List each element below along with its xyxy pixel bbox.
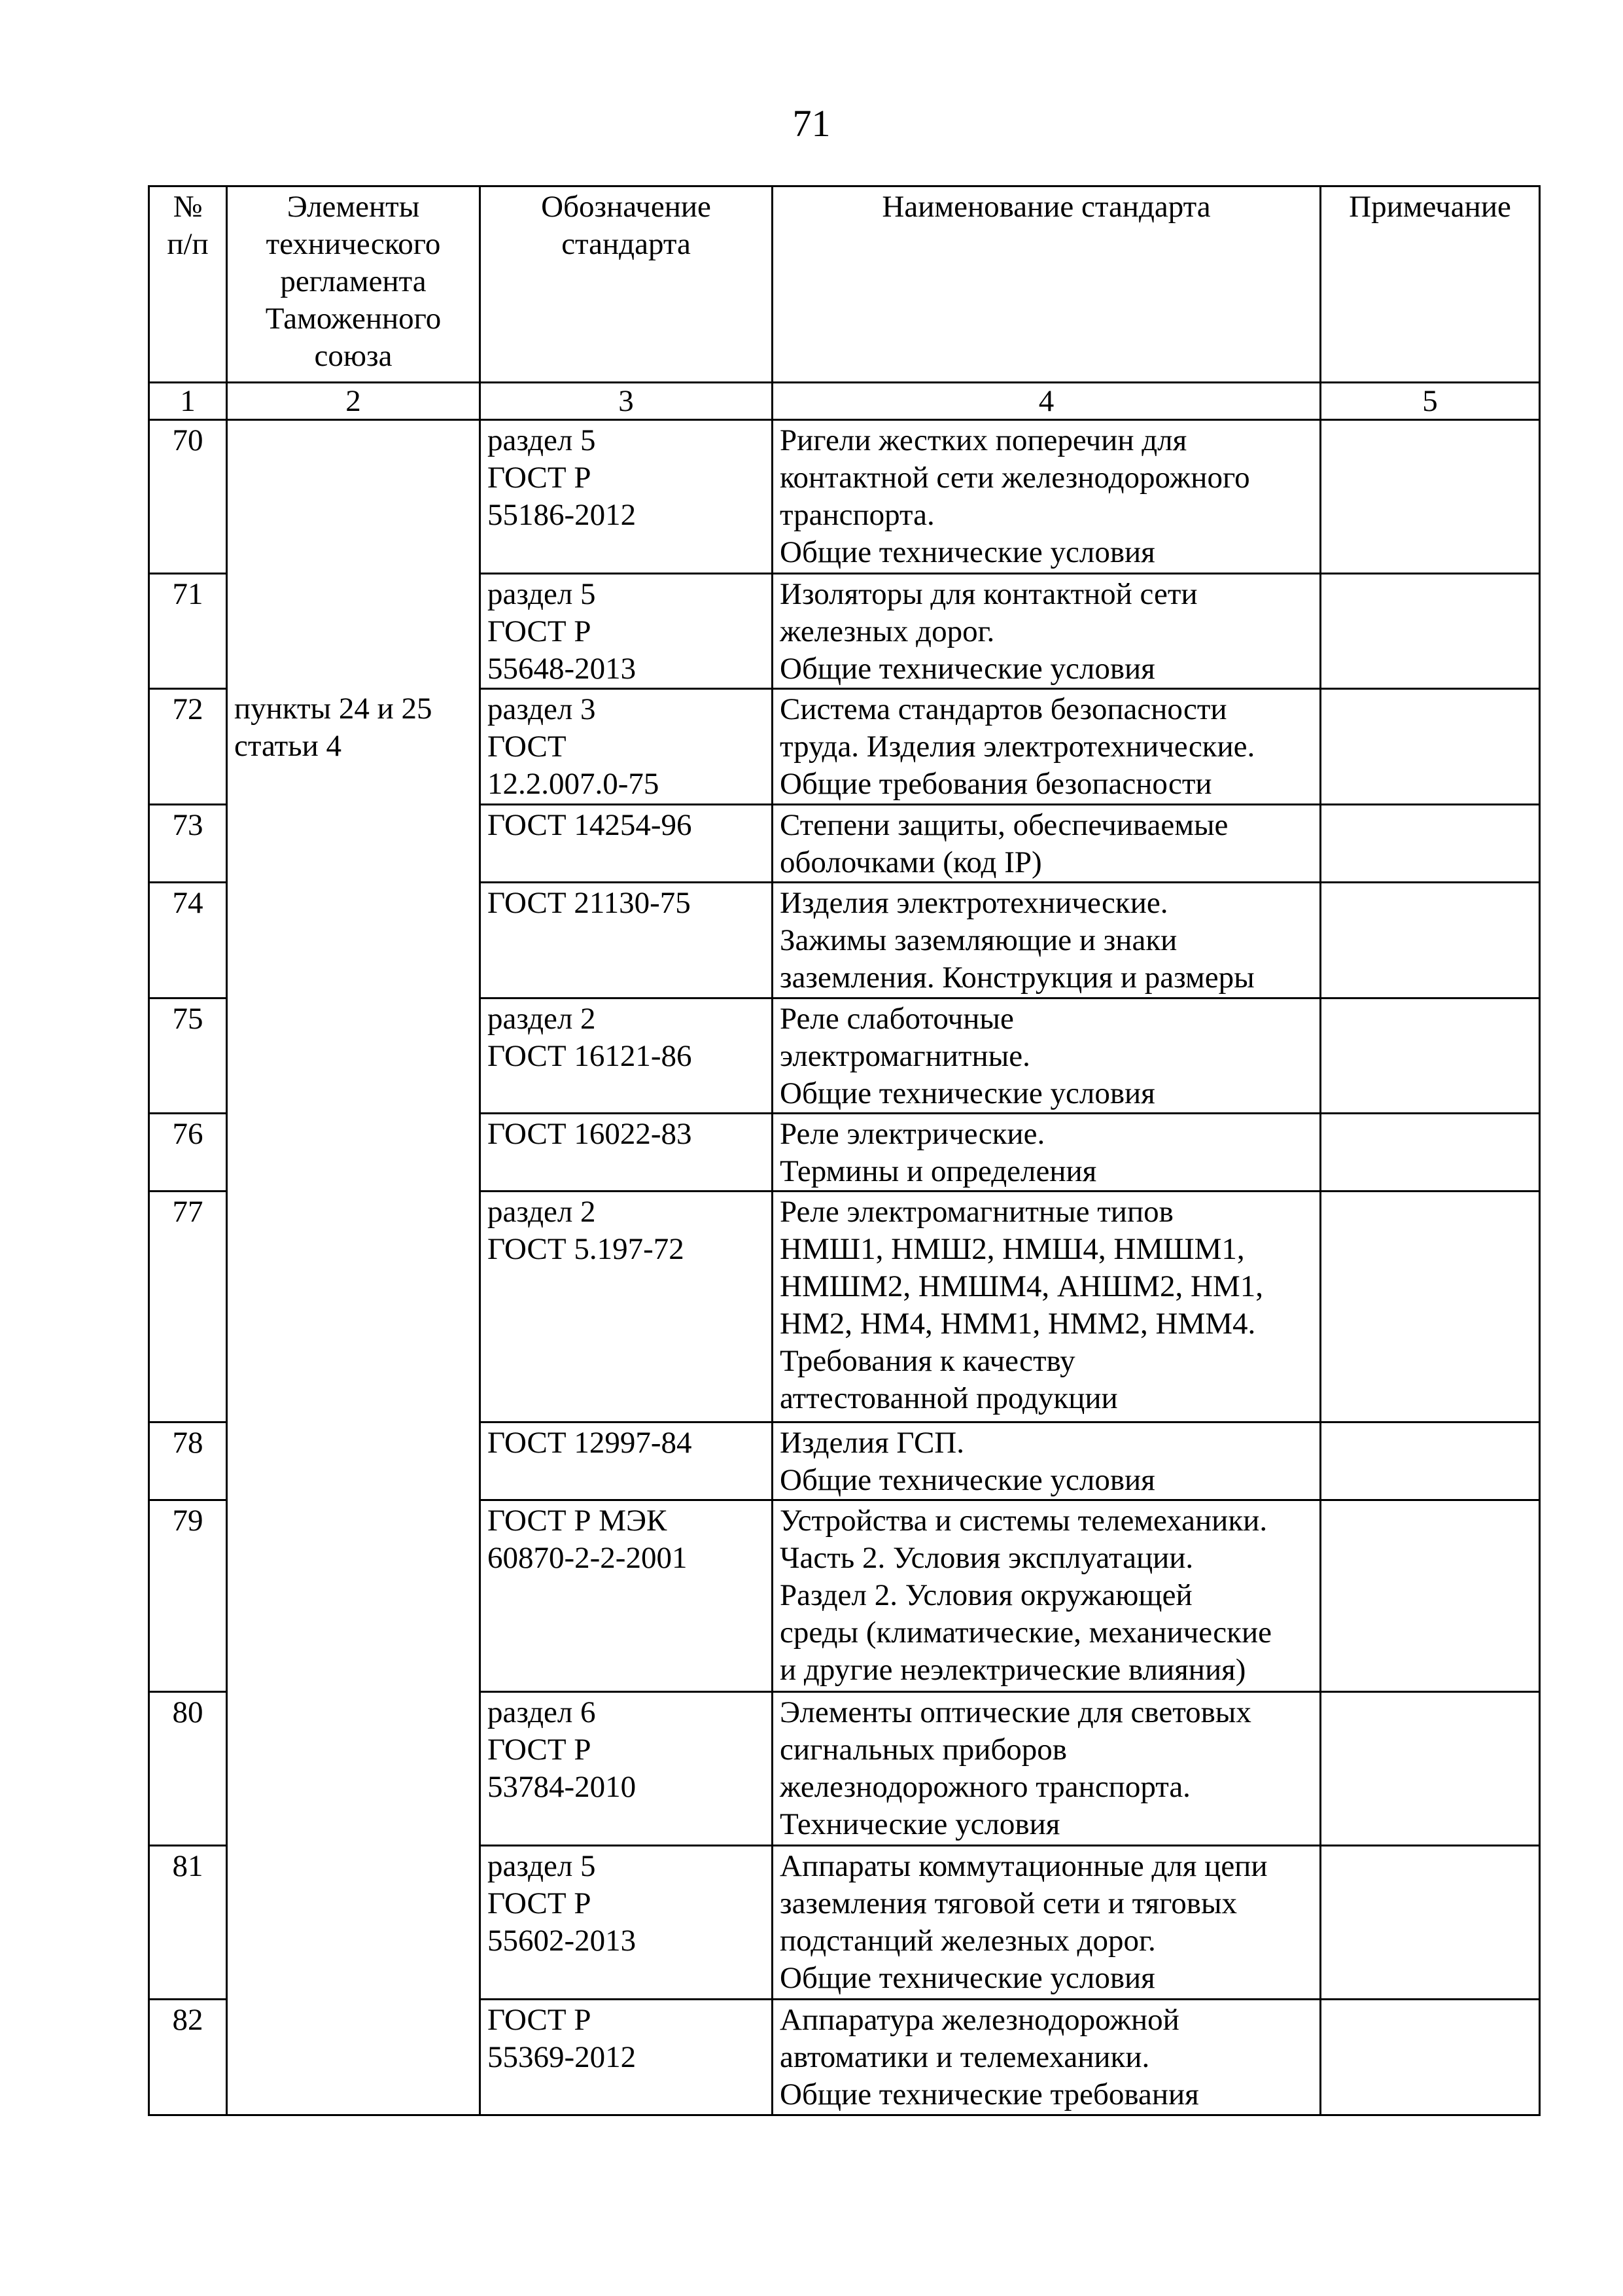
row-designation: раздел 6 ГОСТ Р 53784-2010 (480, 1692, 773, 1846)
row-note (1321, 1500, 1540, 1692)
header-elements: Элементы технического регламента Таможенного союза (227, 186, 480, 383)
row-standard-name: Аппараты коммутационные для цепи заземления тяговой сети и тяговых подстанций железных дорог. Общие технические условия (773, 1846, 1321, 2000)
row-number: 72 (149, 689, 227, 805)
row-designation: раздел 5 ГОСТ Р 55602-2013 (480, 1846, 773, 2000)
row-standard-name: Система стандартов безопасности труда. Изделия электротехнические. Общие требования безопасности (773, 689, 1321, 805)
row-element-empty (227, 420, 480, 689)
row-number: 79 (149, 1500, 227, 1692)
column-number-1: 1 (149, 383, 227, 420)
row-designation: раздел 3 ГОСТ 12.2.007.0-75 (480, 689, 773, 805)
row-number: 74 (149, 883, 227, 998)
row-standard-name: Изделия электротехнические. Зажимы заземляющие и знаки заземления. Конструкция и размеры (773, 883, 1321, 998)
column-number-4: 4 (773, 383, 1321, 420)
row-number: 73 (149, 805, 227, 883)
column-number-3: 3 (480, 383, 773, 420)
header-standard-name: Наименование стандарта (773, 186, 1321, 383)
row-number: 71 (149, 574, 227, 689)
header-number: № п/п (149, 186, 227, 383)
row-designation: раздел 5 ГОСТ Р 55648-2013 (480, 574, 773, 689)
row-standard-name: Степени защиты, обеспечиваемые оболочками (код IP) (773, 805, 1321, 883)
row-designation: ГОСТ Р 55369-2012 (480, 2000, 773, 2115)
row-standard-name: Элементы оптические для световых сигнальных приборов железнодорожного транспорта. Технические условия (773, 1692, 1321, 1846)
row-note (1321, 998, 1540, 1114)
row-note (1321, 1114, 1540, 1192)
row-number: 80 (149, 1692, 227, 1846)
row-designation: ГОСТ 12997-84 (480, 1422, 773, 1500)
table-row (149, 689, 1540, 805)
row-designation: раздел 2 ГОСТ 16121-86 (480, 998, 773, 1114)
column-number-2: 2 (227, 383, 480, 420)
row-designation: ГОСТ 21130-75 (480, 883, 773, 998)
row-designation: раздел 5 ГОСТ Р 55186-2012 (480, 420, 773, 574)
row-element-group: пункты 24 и 25 статьи 4 (227, 689, 480, 2115)
header-note: Примечание (1321, 186, 1540, 383)
row-number: 70 (149, 420, 227, 574)
column-number-5: 5 (1321, 383, 1540, 420)
row-designation: раздел 2 ГОСТ 5.197-72 (480, 1192, 773, 1422)
row-note (1321, 574, 1540, 689)
row-number: 81 (149, 1846, 227, 2000)
row-note (1321, 420, 1540, 574)
row-note (1321, 1692, 1540, 1846)
row-standard-name: Реле слаботочные электромагнитные. Общие технические условия (773, 998, 1321, 1114)
row-number: 76 (149, 1114, 227, 1192)
row-number: 77 (149, 1192, 227, 1422)
row-standard-name: Изоляторы для контактной сети железных дорог. Общие технические условия (773, 574, 1321, 689)
row-standard-name: Ригели жестких поперечин для контактной сети железнодорожного транспорта. Общие технические условия (773, 420, 1321, 574)
table-header-row (149, 186, 1540, 383)
row-note (1321, 689, 1540, 805)
row-note (1321, 1192, 1540, 1422)
row-note (1321, 1422, 1540, 1500)
row-number: 82 (149, 2000, 227, 2115)
standards-table (148, 185, 1541, 2116)
row-designation: ГОСТ Р МЭК 60870-2-2-2001 (480, 1500, 773, 1692)
row-note (1321, 2000, 1540, 2115)
column-numbers-row (149, 383, 1540, 420)
row-standard-name: Аппаратура железнодорожной автоматики и телемеханики. Общие технические требования (773, 2000, 1321, 2115)
row-note (1321, 1846, 1540, 2000)
table-row (149, 420, 1540, 574)
row-designation: ГОСТ 14254-96 (480, 805, 773, 883)
row-standard-name: Реле электрические. Термины и определения (773, 1114, 1321, 1192)
header-designation: Обозначение стандарта (480, 186, 773, 383)
page-number: 71 (792, 102, 831, 145)
row-number: 75 (149, 998, 227, 1114)
row-standard-name: Реле электромагнитные типов НМШ1, НМШ2, НМШ4, НМШМ1, НМШМ2, НМШМ4, АНШМ2, НМ1, НМ2, НМ4, НММ1, НММ2, НММ4. Требования к качеству аттестованной продукции (773, 1192, 1321, 1422)
row-note (1321, 883, 1540, 998)
row-designation: ГОСТ 16022-83 (480, 1114, 773, 1192)
row-standard-name: Устройства и системы телемеханики. Часть 2. Условия эксплуатации. Раздел 2. Условия окружающей среды (климатические, механические и другие неэлектрические влияния) (773, 1500, 1321, 1692)
row-standard-name: Изделия ГСП. Общие технические условия (773, 1422, 1321, 1500)
row-note (1321, 805, 1540, 883)
row-number: 78 (149, 1422, 227, 1500)
